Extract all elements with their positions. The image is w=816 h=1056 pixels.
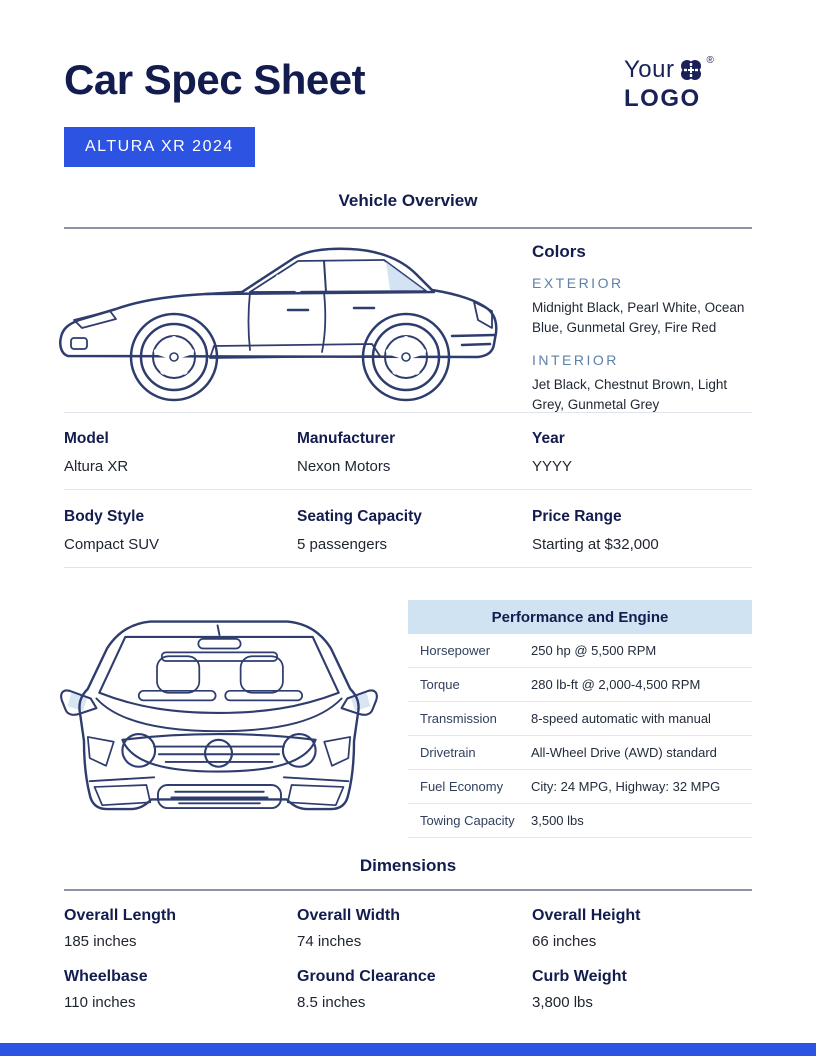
exterior-value: Midnight Black, Pearl White, Ocean Blue, Gunmetal Grey, Fire Red — [532, 300, 745, 336]
dim-value: 185 inches — [64, 933, 137, 950]
perf-label: Torque — [420, 677, 460, 692]
table-row — [408, 668, 752, 702]
table-row — [408, 770, 752, 804]
footer-accent-bar — [0, 1043, 816, 1056]
dim-value: 74 inches — [297, 933, 362, 950]
perf-label: Drivetrain — [420, 745, 476, 760]
dim-value: 3,800 lbs — [532, 994, 593, 1011]
flower-logo-icon — [679, 58, 703, 86]
perf-label: Fuel Economy — [420, 779, 504, 794]
performance-heading: Performance and Engine — [408, 600, 752, 634]
overview-rule — [64, 227, 752, 229]
brand-logo — [624, 55, 754, 112]
logo-text-logo: LOGO — [624, 85, 701, 112]
spec-label: Body Style — [64, 508, 145, 525]
table-row — [408, 804, 752, 838]
spec-cell-price — [532, 508, 752, 553]
perf-label: Horsepower — [420, 643, 491, 658]
perf-value: City: 24 MPG, Highway: 32 MPG — [531, 779, 721, 794]
dim-cell-width — [297, 903, 532, 955]
spec-cell-year — [532, 430, 752, 475]
perf-label: Towing Capacity — [420, 813, 515, 828]
spec-cell-model — [64, 430, 297, 475]
logo-text-your: Your — [624, 56, 675, 83]
interior-label: INTERIOR — [532, 351, 619, 368]
spec-label: Model — [64, 430, 109, 447]
registered-mark: ® — [706, 55, 714, 66]
spec-label: Price Range — [532, 508, 622, 525]
spec-value: Starting at $32,000 — [532, 536, 659, 553]
dim-label: Wheelbase — [64, 968, 148, 985]
dim-cell-wheelbase — [64, 964, 297, 1016]
car-front-illustration — [58, 598, 380, 829]
perf-value: 280 lb-ft @ 2,000-4,500 RPM — [531, 677, 701, 692]
spec-row-1 — [64, 430, 752, 475]
perf-value: All-Wheel Drive (AWD) standard — [531, 745, 717, 760]
colors-heading: Colors — [532, 242, 586, 261]
spec-divider-top — [64, 412, 752, 413]
interior-value: Jet Black, Chestnut Brown, Light Grey, Gunmetal Grey — [532, 376, 728, 412]
table-row — [408, 736, 752, 770]
dim-label: Ground Clearance — [297, 968, 436, 985]
dim-cell-length — [64, 903, 297, 955]
dim-value: 110 inches — [64, 994, 136, 1011]
performance-table — [408, 600, 752, 838]
dim-label: Curb Weight — [532, 968, 627, 985]
perf-value: 8-speed automatic with manual — [531, 711, 711, 726]
spec-cell-manufacturer — [297, 430, 532, 475]
dimensions-grid — [64, 903, 752, 1025]
dim-cell-curb-weight — [532, 964, 752, 1016]
dim-label: Overall Width — [297, 907, 400, 924]
spec-divider-bottom — [64, 567, 752, 568]
dim-cell-height — [532, 903, 752, 955]
spec-value: Altura XR — [64, 458, 129, 475]
dimensions-heading: Dimensions — [359, 856, 457, 875]
dim-label: Overall Length — [64, 907, 177, 924]
dim-value: 66 inches — [532, 933, 597, 950]
spec-label: Seating Capacity — [297, 508, 422, 525]
perf-label: Transmission — [420, 711, 497, 726]
perf-value: 250 hp @ 5,500 RPM — [531, 643, 657, 658]
spec-cell-seating — [297, 508, 532, 553]
spec-value: YYYY — [532, 458, 573, 475]
spec-value: Compact SUV — [64, 536, 160, 553]
perf-value: 3,500 lbs — [531, 813, 584, 828]
spec-row-2 — [64, 508, 752, 553]
spec-label: Manufacturer — [297, 430, 396, 447]
model-badge: ALTURA XR 2024 — [64, 127, 255, 167]
overview-heading: Vehicle Overview — [338, 191, 478, 210]
dim-value: 8.5 inches — [297, 994, 366, 1011]
spec-value: Nexon Motors — [297, 458, 391, 475]
spec-label: Year — [532, 430, 565, 447]
dim-label: Overall Height — [532, 907, 641, 924]
table-row — [408, 702, 752, 736]
spec-divider-middle — [64, 489, 752, 490]
dim-cell-clearance — [297, 964, 532, 1016]
car-side-illustration — [54, 240, 506, 407]
colors-block — [532, 242, 754, 415]
spec-cell-body-style — [64, 508, 297, 553]
dimensions-rule — [64, 889, 752, 891]
spec-value: 5 passengers — [297, 536, 388, 553]
table-row — [408, 634, 752, 668]
exterior-label: EXTERIOR — [532, 275, 624, 291]
page-title: Car Spec Sheet — [64, 56, 366, 103]
